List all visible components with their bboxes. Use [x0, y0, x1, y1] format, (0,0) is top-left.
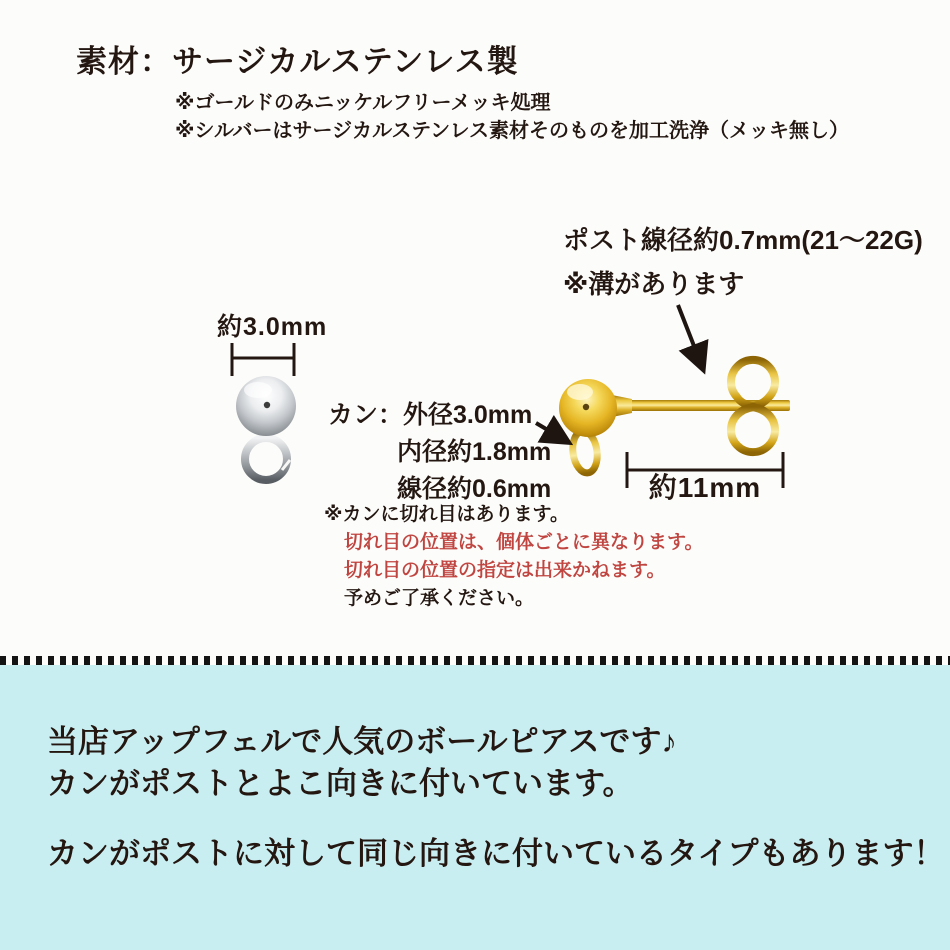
kan-outer-diameter-label: カン：外径3.0mm	[328, 401, 533, 429]
kan-wire-diameter-label: 線径約0.6mm	[397, 475, 552, 503]
footer-description-2: カンがポストとよこ向きに付いています。	[47, 766, 634, 801]
material-note-gold: ※ゴールドのみニッケルフリーメッキ処理	[175, 92, 551, 114]
width-bracket-3mm	[232, 343, 294, 376]
silver-ball-highlight	[244, 382, 272, 398]
post-length-label: 約11mm	[648, 472, 762, 503]
material-title: 素材：サージカルステンレス製	[76, 44, 519, 79]
post-groove-note: ※溝があります	[563, 269, 745, 299]
silver-jump-ring	[245, 438, 287, 480]
gold-ball-reflection-dot	[583, 404, 589, 410]
post-annotation-arrow	[678, 305, 703, 369]
footer-description-3: カンがポストに対して同じ向きに付いているタイプもあります！	[47, 836, 945, 871]
ball-width-label: 約3.0mm	[217, 313, 328, 341]
kan-cut-warning-2: 切れ目の位置の指定は出来かねます。	[344, 560, 666, 581]
footer-panel	[0, 665, 950, 950]
post-diameter-label: ポスト線径約0.7mm(21〜22G)	[563, 225, 923, 255]
silver-component-photo	[232, 343, 296, 480]
kan-cut-acknowledge: 予めご了承ください。	[344, 588, 535, 609]
gold-earring-photo	[559, 360, 790, 488]
dotted-divider	[0, 656, 950, 665]
silver-ball-reflection-dot	[264, 402, 270, 408]
gold-ball-highlight	[567, 384, 593, 400]
kan-inner-diameter-label: 内径約1.8mm	[397, 438, 552, 466]
footer-description-1: 当店アップフェルで人気のボールピアスです♪	[47, 724, 677, 759]
material-note-silver: ※シルバーはサージカルステンレス素材そのものを加工洗浄（メッキ無し）	[175, 120, 850, 142]
kan-cut-note: ※カンに切れ目はあります。	[324, 504, 569, 525]
kan-cut-warning-1: 切れ目の位置は、個体ごとに異なります。	[344, 532, 704, 553]
